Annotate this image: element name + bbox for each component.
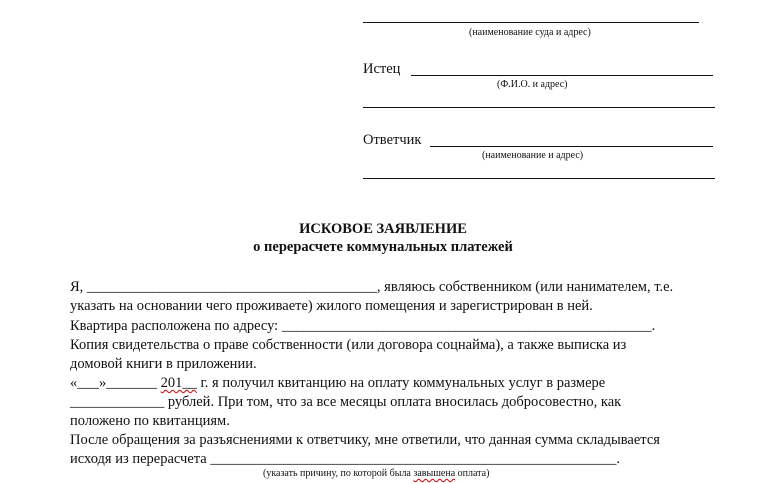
body-line-6-text: г. я получил квитанцию на оплату коммунальных услуг в размере — [196, 375, 606, 391]
court-caption: (наименование суда и адрес) — [469, 27, 591, 38]
defendant-caption: (наименование и адрес) — [482, 150, 584, 161]
date-blank: «___»_______ — [70, 375, 161, 391]
body-line-7: _____________ рублей. При том, что за все месяцы оплата вносилась добросовестно, как — [70, 394, 622, 410]
body-line-3: Квартира расположена по адресу: ___________________________________________________. — [70, 318, 656, 334]
body-line-1: Я, ________________________________________, являюсь собственником (или нанимателем, т.е. — [70, 279, 674, 295]
plaintiff-caption: (Ф.И.О. и адрес) — [497, 79, 568, 90]
document-subtitle: о перерасчете коммунальных платежей — [253, 239, 513, 255]
body-line-8: положено по квитанциям. — [70, 413, 230, 429]
plaintiff-line — [411, 75, 713, 76]
defendant-address-line — [363, 178, 715, 179]
body-line-9: После обращения за разъяснениями к ответчику, мне ответили, что данная сумма складывается — [70, 432, 660, 448]
document-title: ИСКОВОЕ ЗАЯВЛЕНИЕ — [299, 221, 467, 237]
year-field: 201__ — [160, 375, 197, 391]
plaintiff-address-line — [363, 107, 715, 108]
body-line-2: указать на основании чего проживаете) жилого помещения и зарегистрирован в ней. — [70, 298, 593, 314]
body-line-5: домовой книги в приложении. — [70, 356, 257, 372]
defendant-line — [430, 146, 713, 147]
reason-caption-b: завышена — [413, 468, 456, 479]
body-line-6 — [70, 375, 605, 392]
plaintiff-label: Истец — [363, 61, 401, 77]
court-line — [363, 22, 699, 23]
defendant-label: Ответчик — [363, 132, 422, 148]
reason-caption-c: оплата) — [455, 468, 490, 479]
reason-caption — [263, 468, 489, 479]
body-line-4: Копия свидетельства о праве собственности (или договора соцнайма), а также выписка из — [70, 337, 627, 353]
body-line-10: исходя из перерасчета ________________________________________________________. — [70, 451, 620, 467]
reason-caption-a: (указать причину, по которой была — [263, 468, 414, 479]
